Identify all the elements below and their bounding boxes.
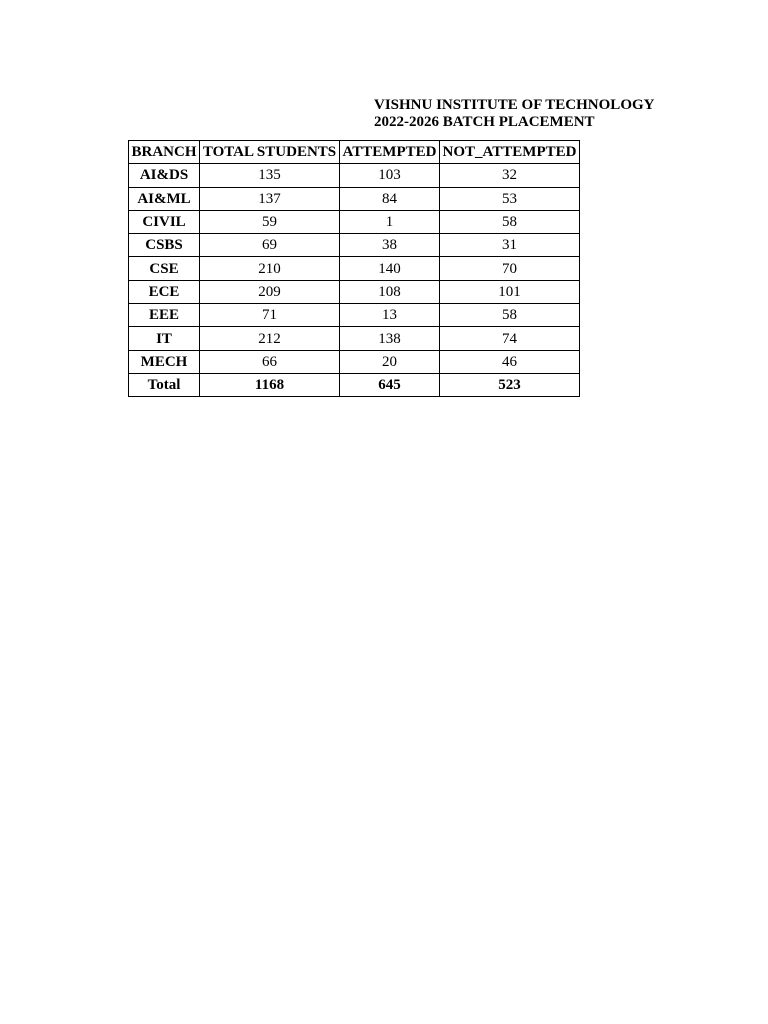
not-attempted-cell: 53 — [440, 187, 580, 210]
attempted-cell: 103 — [340, 164, 440, 187]
attempted-cell: 108 — [340, 280, 440, 303]
not-attempted-cell: 70 — [440, 257, 580, 280]
total-students-cell: 135 — [200, 164, 340, 187]
total-students-cell: 71 — [200, 304, 340, 327]
branch-cell: CSE — [129, 257, 200, 280]
table-row — [129, 234, 580, 257]
not-attempted-cell: 31 — [440, 234, 580, 257]
branch-cell: CSBS — [129, 234, 200, 257]
branch-cell: AI&ML — [129, 187, 200, 210]
table-row — [129, 280, 580, 303]
header-row — [129, 141, 580, 164]
branch-cell: ECE — [129, 280, 200, 303]
attempted-cell: 140 — [340, 257, 440, 280]
table-row — [129, 210, 580, 233]
header-total-students: TOTAL STUDENTS — [200, 141, 340, 164]
total-students-cell: 69 — [200, 234, 340, 257]
table-row — [129, 187, 580, 210]
not-attempted-cell: 74 — [440, 327, 580, 350]
attempted-cell: 13 — [340, 304, 440, 327]
attempted-cell: 138 — [340, 327, 440, 350]
table-row — [129, 164, 580, 187]
attempted-sum: 645 — [340, 373, 440, 396]
branch-cell: IT — [129, 327, 200, 350]
branch-cell: MECH — [129, 350, 200, 373]
header-branch: BRANCH — [129, 141, 200, 164]
batch-placement-title: 2022-2026 BATCH PLACEMENT — [374, 114, 595, 130]
not-attempted-sum: 523 — [440, 373, 580, 396]
not-attempted-cell: 58 — [440, 304, 580, 327]
institute-name: VISHNU INSTITUTE OF TECHNOLOGY — [374, 97, 655, 113]
attempted-cell: 84 — [340, 187, 440, 210]
report-title — [374, 97, 655, 135]
total-students-sum: 1168 — [200, 373, 340, 396]
branch-cell: AI&DS — [129, 164, 200, 187]
header-attempted: ATTEMPTED — [340, 141, 440, 164]
table-row — [129, 257, 580, 280]
total-students-cell: 210 — [200, 257, 340, 280]
branch-cell: EEE — [129, 304, 200, 327]
not-attempted-cell: 32 — [440, 164, 580, 187]
placement-table — [128, 140, 580, 397]
total-row — [129, 373, 580, 396]
table-row — [129, 327, 580, 350]
total-label: Total — [129, 373, 200, 396]
attempted-cell: 38 — [340, 234, 440, 257]
attempted-cell: 20 — [340, 350, 440, 373]
total-students-cell: 137 — [200, 187, 340, 210]
not-attempted-cell: 46 — [440, 350, 580, 373]
table-row — [129, 350, 580, 373]
table-row — [129, 304, 580, 327]
not-attempted-cell: 58 — [440, 210, 580, 233]
header-not-attempted: NOT_ATTEMPTED — [440, 141, 580, 164]
branch-cell: CIVIL — [129, 210, 200, 233]
total-students-cell: 209 — [200, 280, 340, 303]
not-attempted-cell: 101 — [440, 280, 580, 303]
total-students-cell: 212 — [200, 327, 340, 350]
total-students-cell: 59 — [200, 210, 340, 233]
total-students-cell: 66 — [200, 350, 340, 373]
attempted-cell: 1 — [340, 210, 440, 233]
